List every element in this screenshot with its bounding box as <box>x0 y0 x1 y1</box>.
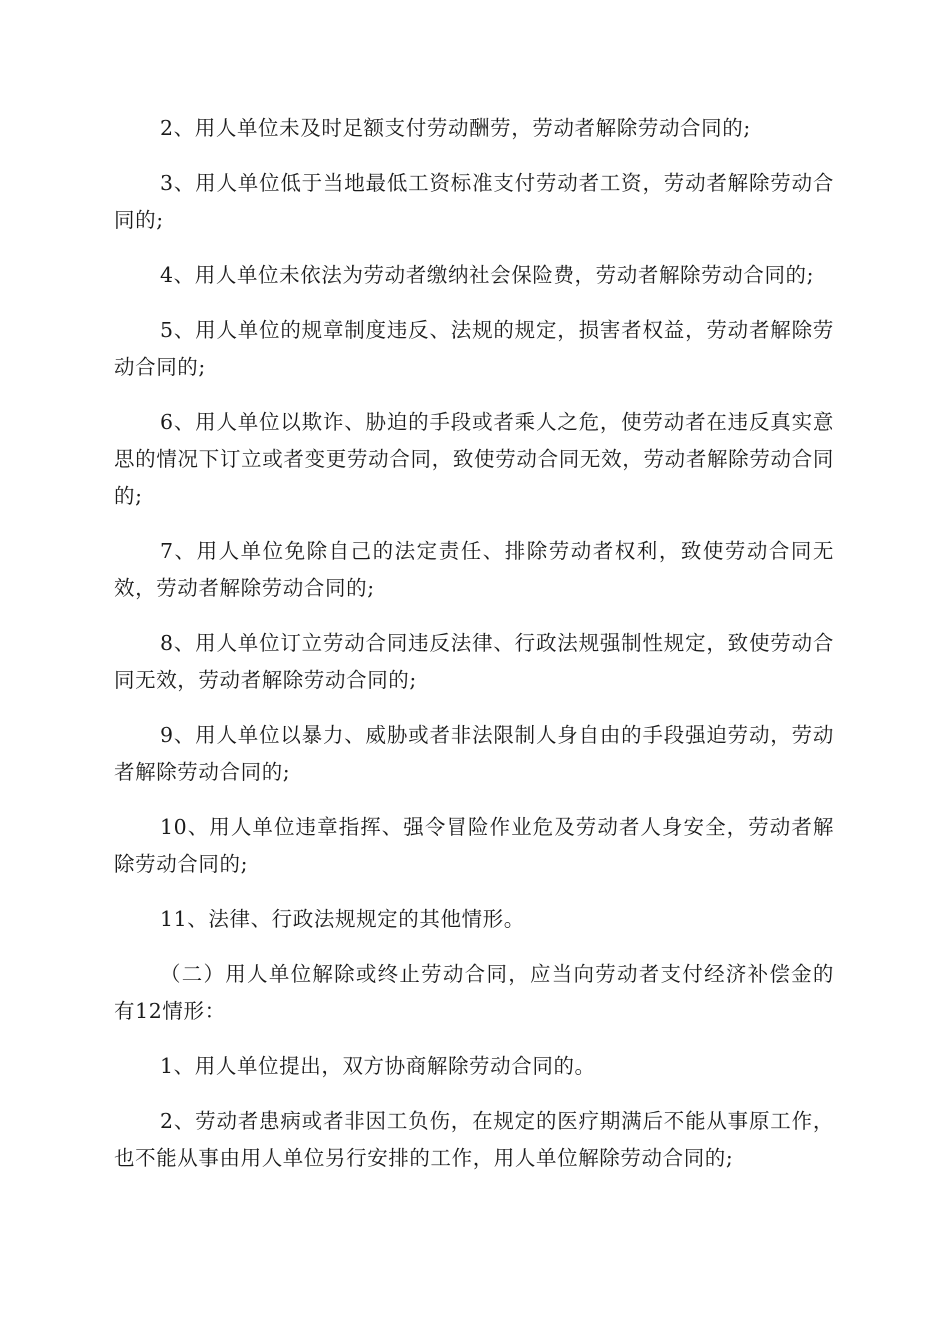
paragraph-item-9: 9、用人单位以暴力、威胁或者非法限制人身自由的手段强迫劳动，劳动者解除劳动合同的; <box>114 723 834 784</box>
paragraph-item-11: 11、法律、行政法规规定的其他情形。 <box>160 907 525 931</box>
document-body <box>114 110 834 1195</box>
paragraph-compensation-2: 2、劳动者患病或者非因工负伤，在规定的医疗期满后不能从事原工作，也不能从事由用人单位另行安排的工作，用人单位解除劳动合同的; <box>114 1109 834 1170</box>
paragraph-item-8: 8、用人单位订立劳动合同违反法律、行政法规强制性规定，致使劳动合同无效，劳动者解除劳动合同的; <box>114 631 834 692</box>
paragraph-item-5: 5、用人单位的规章制度违反、法规的规定，损害者权益，劳动者解除劳动合同的; <box>114 318 834 379</box>
paragraph-item-10: 10、用人单位违章指挥、强令冒险作业危及劳动者人身安全，劳动者解除劳动合同的; <box>114 815 834 876</box>
paragraph-item-2: 2、用人单位未及时足额支付劳动酬劳，劳动者解除劳动合同的; <box>160 116 751 140</box>
paragraph-item-4: 4、用人单位未依法为劳动者缴纳社会保险费，劳动者解除劳动合同的; <box>160 263 815 287</box>
section-heading-2: （二）用人单位解除或终止劳动合同，应当向劳动者支付经济补偿金的有12情形： <box>114 962 834 1023</box>
paragraph-compensation-1: 1、用人单位提出，双方协商解除劳动合同的。 <box>160 1054 596 1078</box>
paragraph-item-6: 6、用人单位以欺诈、胁迫的手段或者乘人之危，使劳动者在违反真实意思的情况下订立或者变更劳动合同，致使劳动合同无效，劳动者解除劳动合同的; <box>114 410 834 508</box>
paragraph-item-7: 7、用人单位免除自己的法定责任、排除劳动者权利，致使劳动合同无效，劳动者解除劳动合同的; <box>114 539 834 600</box>
paragraph-item-3: 3、用人单位低于当地最低工资标准支付劳动者工资，劳动者解除劳动合同的; <box>114 171 834 232</box>
